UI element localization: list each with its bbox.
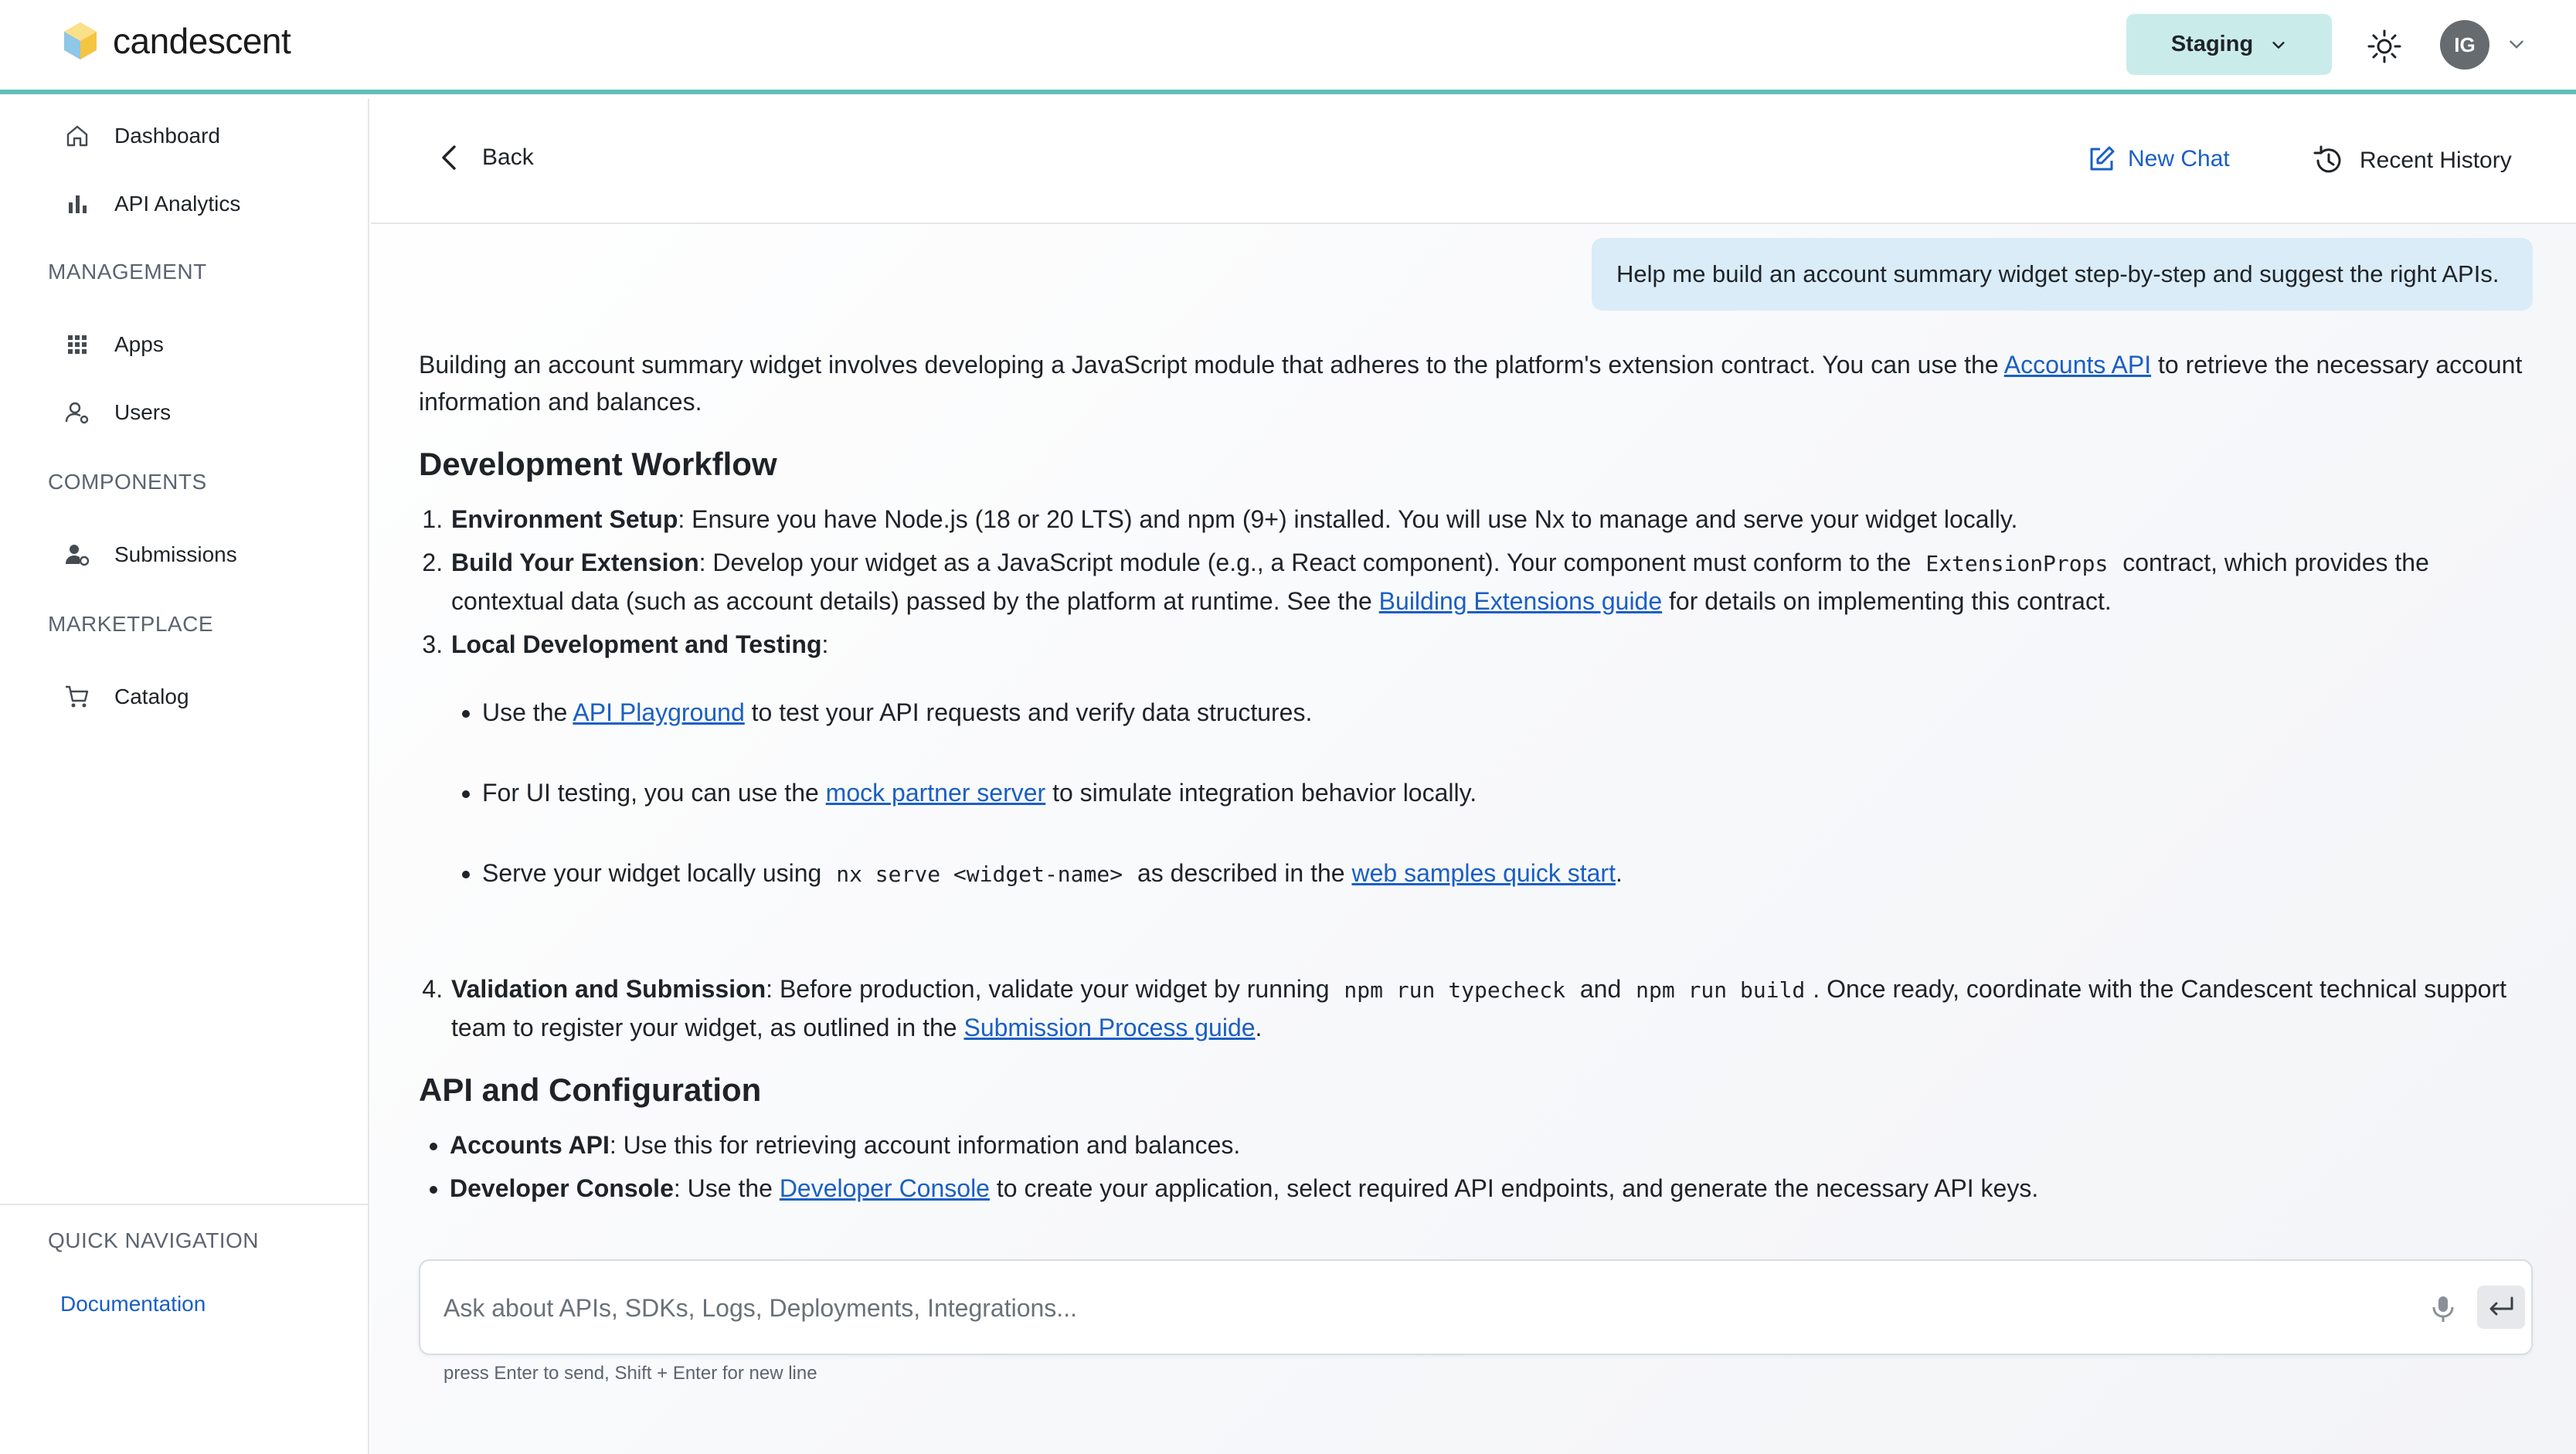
text-span: Use the	[482, 698, 573, 726]
heading-development-workflow: Development Workflow	[419, 446, 777, 482]
item-title: Accounts API	[450, 1131, 610, 1159]
back-label: Back	[482, 144, 534, 170]
text-span: to create your application, select required API endpoints, and generate the necessary API keys.	[989, 1174, 2039, 1202]
sidebar-item-label: Dashboard	[114, 124, 220, 148]
text-span: : Before production, validate your widget by running	[766, 975, 1337, 1003]
recent-history-button[interactable]	[2312, 144, 2512, 178]
step-title: Validation and Submission	[451, 975, 766, 1003]
sidebar	[0, 99, 369, 1454]
step-title: Local Development and Testing	[451, 630, 822, 658]
list-item	[482, 851, 2536, 896]
text-span: to test your API requests and verify data structures.	[744, 698, 1313, 726]
inline-code: npm run typecheck	[1344, 977, 1565, 1003]
accounts-api-link[interactable]: Accounts API	[2003, 351, 2152, 379]
chat-composer	[419, 1259, 2533, 1355]
chat-header	[371, 99, 2576, 224]
sidebar-item-catalog[interactable]	[63, 674, 189, 720]
home-icon	[63, 122, 91, 150]
api-playground-link[interactable]: API Playground	[573, 698, 745, 726]
text-span: : Use this for retrieving account information and balances.	[609, 1131, 1241, 1159]
microphone-icon[interactable]	[2426, 1292, 2460, 1326]
section-title-management: MANAGEMENT	[48, 260, 207, 284]
list-item	[450, 1170, 2536, 1207]
text-span: to retrieve the necessary account information and balances.	[419, 351, 2523, 416]
submission-process-guide-link[interactable]: Submission Process guide	[963, 1014, 1256, 1041]
composer-hint: press Enter to send, Shift + Enter for new line	[443, 1363, 817, 1384]
user-message-bubble: Help me build an account summary widget step-by-step and suggest the right APIs.	[1592, 238, 2533, 311]
inline-code: nx serve <widget-name>	[836, 861, 1123, 887]
assistant-response	[419, 346, 2536, 1213]
text-span: to simulate integration behavior locally.	[1045, 779, 1477, 807]
sidebar-item-label: Apps	[114, 332, 164, 356]
history-icon	[2312, 144, 2346, 178]
inline-code: npm run build	[1636, 977, 1806, 1003]
text-span: Serve your widget locally using	[482, 859, 829, 887]
quick-navigation-title: QUICK NAVIGATION	[48, 1228, 259, 1252]
text-span: . Once ready, coordinate with the Candescent technical support team to register your widget, as outlined in the	[451, 975, 2506, 1041]
cart-icon	[63, 683, 91, 711]
text-span: :	[821, 630, 829, 658]
list-item	[450, 626, 2536, 896]
mock-partner-server-link[interactable]: mock partner server	[825, 779, 1046, 807]
response-intro	[419, 346, 2536, 420]
grid-icon	[63, 331, 91, 358]
documentation-link[interactable]: Documentation	[60, 1292, 206, 1316]
text-span: Building an account summary widget involves developing a JavaScript module that adheres to the platform's extension contract. You can use the	[419, 351, 2004, 379]
sidebar-item-users[interactable]	[63, 389, 171, 436]
sidebar-item-label: Catalog	[114, 685, 189, 708]
sun-icon[interactable]	[2366, 28, 2403, 65]
text-span: as described in the	[1130, 859, 1352, 887]
chevron-down-icon	[2270, 36, 2287, 53]
submissions-icon	[63, 541, 91, 569]
developer-console-link[interactable]: Developer Console	[779, 1174, 990, 1202]
inline-code: ExtensionProps	[1925, 551, 2109, 576]
chat-panel	[371, 99, 2576, 1454]
list-item	[482, 691, 2536, 734]
sidebar-item-api-analytics[interactable]	[63, 181, 240, 227]
list-item	[450, 544, 2536, 620]
new-chat-label: New Chat	[2128, 146, 2230, 172]
sidebar-item-submissions[interactable]	[63, 532, 237, 578]
bar-chart-icon	[63, 190, 91, 218]
sidebar-item-label: Submissions	[114, 542, 237, 566]
candescent-logo-icon	[62, 21, 99, 61]
sidebar-item-label: API Analytics	[114, 192, 241, 216]
list-item	[482, 771, 2536, 814]
environment-label: Staging	[2170, 32, 2254, 56]
enter-icon	[2486, 1295, 2517, 1320]
users-icon	[63, 399, 91, 426]
web-samples-quick-start-link[interactable]: web samples quick start	[1351, 859, 1616, 887]
testing-substeps	[451, 691, 2536, 896]
list-item	[450, 1126, 2536, 1164]
edit-icon	[2086, 144, 2117, 175]
new-chat-button[interactable]	[2086, 144, 2230, 175]
text-span: : Ensure you have Node.js (18 or 20 LTS) and npm (9+) installed. You will use Nx to manage and serve your widget locally.	[678, 505, 2018, 533]
list-item	[450, 501, 2536, 538]
text-span: .	[1615, 859, 1623, 887]
sidebar-item-dashboard[interactable]	[63, 113, 220, 159]
step-title: Build Your Extension	[451, 549, 699, 576]
text-span: and	[1572, 975, 1629, 1003]
chevron-left-icon	[434, 142, 465, 173]
api-list	[419, 1126, 2536, 1207]
sidebar-item-apps[interactable]	[63, 321, 164, 368]
section-title-components: COMPONENTS	[48, 470, 207, 494]
sidebar-item-label: Users	[114, 400, 172, 424]
chevron-down-icon[interactable]	[2506, 34, 2527, 54]
list-item	[450, 970, 2536, 1046]
environment-selector[interactable]	[2126, 14, 2332, 75]
brand-logo[interactable]	[62, 20, 291, 62]
recent-history-label: Recent History	[2360, 148, 2512, 173]
workflow-steps	[419, 501, 2536, 1046]
text-span: .	[1255, 1014, 1263, 1041]
text-span: contract, which provides the contextual data (such as account details) passed by the platform at runtime. See the	[451, 549, 2429, 615]
building-extensions-guide-link[interactable]: Building Extensions guide	[1378, 587, 1663, 615]
send-button[interactable]	[2477, 1286, 2525, 1329]
text-span: for details on implementing this contract.	[1662, 587, 2112, 615]
user-avatar[interactable]: IG	[2440, 20, 2489, 70]
brand-name: candescent	[113, 21, 291, 61]
top-bar	[0, 0, 2576, 94]
section-title-marketplace: MARKETPLACE	[48, 612, 213, 636]
text-span: : Develop your widget as a JavaScript module (e.g., a React component). Your component must conform to the	[698, 549, 1918, 576]
step-title: Environment Setup	[451, 505, 678, 533]
quick-navigation	[0, 1204, 368, 1454]
heading-api-configuration: API and Configuration	[419, 1072, 762, 1108]
chat-input[interactable]	[443, 1284, 2267, 1332]
back-button[interactable]	[434, 142, 534, 173]
text-span: : Use the	[673, 1174, 780, 1202]
text-span: For UI testing, you can use the	[482, 779, 826, 807]
item-title: Developer Console	[450, 1174, 674, 1202]
